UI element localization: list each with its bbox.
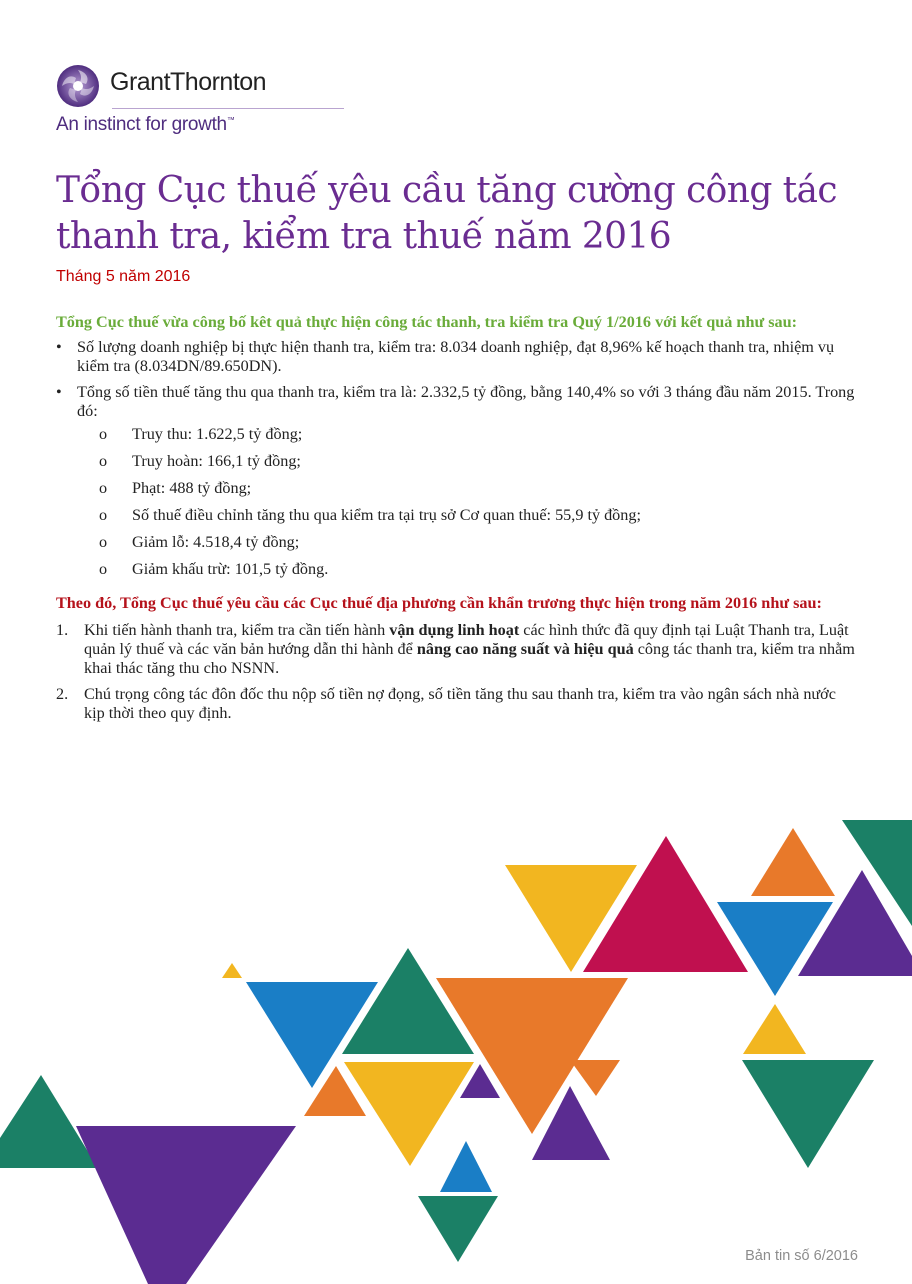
bullet-marker: •	[56, 383, 62, 401]
sub-list-item-text: Giảm lỗ: 4.518,4 tỷ đồng;	[132, 533, 300, 551]
ring-marker: o	[99, 533, 108, 551]
ring-marker: o	[99, 506, 108, 524]
directive-item	[56, 685, 856, 723]
triangle-shape	[436, 978, 628, 1134]
sub-list-item	[77, 560, 856, 587]
article-body	[56, 313, 856, 730]
triangle-shape	[0, 1075, 98, 1168]
grant-thornton-logo	[56, 62, 316, 142]
triangle-shape	[842, 820, 912, 926]
directive-emphasis: vận dụng linh hoạt	[389, 621, 520, 639]
triangle-shape	[440, 1141, 492, 1192]
triangle-shape	[304, 1066, 366, 1116]
ring-marker: o	[99, 452, 108, 470]
triangle-shape	[751, 828, 835, 896]
publication-date: Tháng 5 năm 2016	[56, 268, 191, 285]
logo-tagline-text: An instinct for growth	[56, 114, 227, 135]
list-item	[56, 338, 856, 376]
item-number: 1.	[56, 621, 69, 639]
sub-list-item	[77, 533, 856, 560]
intro-heading: Tổng Cục thuế vừa công bố kêt quả thực hiện công tác thanh, tra kiểm tra Quý 1/2016 với kết quả như sau:	[56, 313, 797, 331]
directive-emphasis: nâng cao năng suất và hiệu quả	[416, 640, 634, 658]
sub-list-item-text: Truy thu: 1.622,5 tỷ đồng;	[132, 425, 303, 443]
triangle-shape	[583, 836, 748, 972]
triangle-shape	[743, 1004, 806, 1054]
directive-text: Chú trọng công tác đôn đốc thu nộp số tiền nợ đọng, số tiền tăng thu sau thanh tra, kiểm tra vào ngân sách nhà nước kịp thời theo quy định.	[84, 685, 836, 722]
item-number: 2.	[56, 685, 69, 703]
triangle-shape	[570, 1060, 620, 1096]
sub-list-item-text: Số thuế điều chỉnh tăng thu qua kiểm tra tại trụ sở Cơ quan thuế: 55,9 tỷ đồng;	[132, 506, 641, 524]
triangle-shape	[460, 1064, 500, 1098]
logo-swirl-icon	[56, 64, 100, 108]
list-item-text: Số lượng doanh nghiệp bị thực hiện thanh tra, kiểm tra: 8.034 doanh nghiệp, đạt 8,96% kế hoạch thanh tra, nhiệm vụ kiểm tra (8.034DN/89.650DN).	[77, 338, 835, 375]
triangle-shape	[222, 963, 242, 978]
triangle-shape	[505, 865, 637, 972]
triangle-shape	[418, 1196, 498, 1262]
triangle-shape	[798, 870, 912, 976]
sub-list-item-text: Phạt: 488 tỷ đồng;	[132, 479, 252, 497]
sub-list-item	[77, 452, 856, 479]
ring-marker: o	[99, 479, 108, 497]
sub-list-item	[77, 425, 856, 452]
logo-tagline	[56, 114, 235, 136]
directive-item	[56, 621, 856, 678]
triangle-shape	[717, 902, 833, 996]
sub-list-item-text: Truy hoàn: 166,1 tỷ đồng;	[132, 452, 301, 470]
results-list	[56, 338, 856, 587]
bullet-marker: •	[56, 338, 62, 356]
directive-text-part: các hình thức đã quy định tại Luật Thanh tra, Luật quản lý thuế và các văn bản hướng dẫn thi hành để	[84, 621, 849, 658]
breakdown-list	[77, 425, 856, 587]
sub-list-item	[77, 506, 856, 533]
triangle-shape	[344, 1062, 474, 1166]
sub-list-item-text: Giảm khấu trừ: 101,5 tỷ đồng.	[132, 560, 329, 578]
triangle-shape	[246, 982, 378, 1088]
triangle-shape	[76, 1126, 296, 1284]
page-title: Tổng Cục thuế yêu cầu tăng cường công tác thanh tra, kiểm tra thuế năm 2016	[56, 170, 837, 257]
ring-marker: o	[99, 425, 108, 443]
logo-divider	[112, 108, 344, 109]
logo-wordmark: GrantThornton	[110, 68, 267, 96]
list-item-text: Tổng số tiền thuế tăng thu qua thanh tra, kiểm tra là: 2.332,5 tỷ đồng, bằng 140,4% so với 3 tháng đầu năm 2015. Trong đó:	[77, 383, 855, 420]
triangle-shape	[532, 1086, 610, 1160]
directive-heading: Theo đó, Tổng Cục thuế yêu cầu các Cục thuế địa phương cần khẩn trương thực hiện trong năm 2016 như sau:	[56, 594, 822, 612]
trademark-mark: ™	[226, 115, 235, 125]
triangle-shape	[742, 1060, 874, 1168]
directive-text-part: Khi tiến hành thanh tra, kiểm tra cần tiến hành	[84, 621, 390, 639]
triangle-shape	[342, 948, 474, 1054]
sub-list-item	[77, 479, 856, 506]
directive-text-part: công tác thanh tra, kiểm tra nhằm khai thác tăng thu cho NSNN.	[84, 640, 855, 677]
ring-marker: o	[99, 560, 108, 578]
list-item	[56, 383, 856, 587]
directive-list	[56, 621, 856, 723]
newsletter-issue: Bản tin số 6/2016	[745, 1248, 858, 1264]
